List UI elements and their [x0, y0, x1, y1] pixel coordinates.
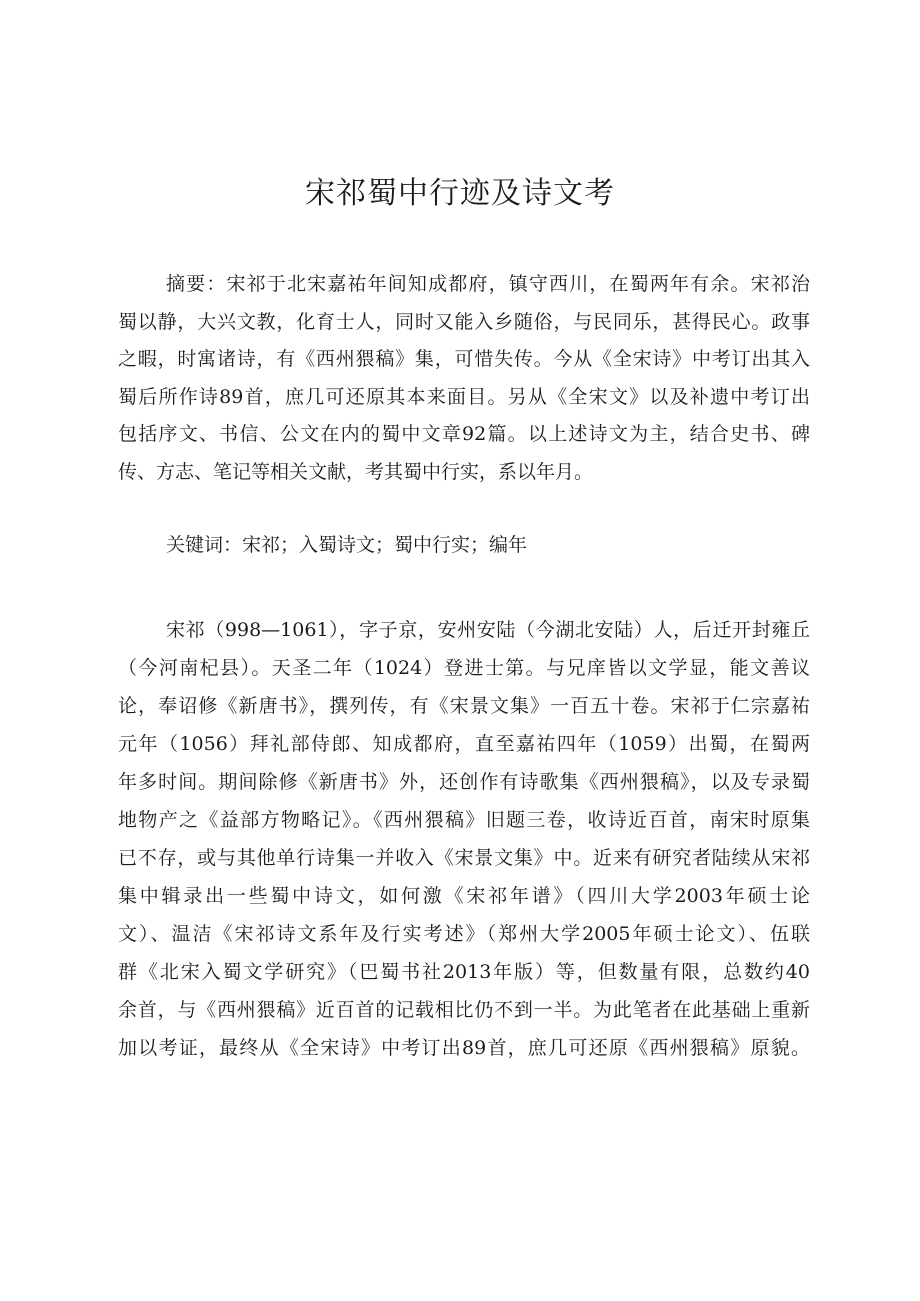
abstract-line: 蜀后所作诗89首，庶几可还原其本来面目。另从《全宋文》以及补遗中考订出 — [118, 386, 810, 408]
abstract-line: 摘要：宋祁于北宋嘉祐年间知成都府，镇守西川，在蜀两年有余。宋祁治 — [166, 273, 810, 295]
body-line: （今河南杞县）。天圣二年（1024）登进士第。与兄庠皆以文学显，能文善议 — [118, 657, 810, 679]
body-line: 文）、温洁《宋祁诗文系年及行实考述》（郑州大学2005年硕士论文）、伍联 — [118, 923, 810, 945]
body-line: 年多时间。期间除修《新唐书》外，还创作有诗歌集《西州猥稿》，以及专录蜀 — [118, 771, 810, 793]
body-line: 加以考证，最终从《全宋诗》中考订出89首，庶几可还原《西州猥稿》原貌。 — [118, 1037, 810, 1059]
body-line: 群《北宋入蜀文学研究》（巴蜀书社2013年版）等，但数量有限，总数约40 — [118, 961, 810, 983]
abstract-line: 之暇，时寓诸诗，有《西州猥稿》集，可惜失传。今从《全宋诗》中考订出其入 — [118, 348, 810, 370]
abstract-line: 传、方志、笔记等相关文献，考其蜀中行实，系以年月。 — [118, 461, 594, 483]
body-line: 已不存，或与其他单行诗集一并收入《宋景文集》中。近来有研究者陆续从宋祁 — [118, 847, 810, 869]
keywords: 关键词：宋祁；入蜀诗文；蜀中行实；编年 — [166, 534, 528, 556]
abstract-line: 包括序文、书信、公文在内的蜀中文章92篇。以上述诗文为主，结合史书、碑 — [118, 423, 810, 445]
body-line: 宋祁（998—1061），字子京，安州安陆（今湖北安陆）人，后迁开封雍丘 — [166, 619, 810, 641]
body-line: 地物产之《益部方物略记》。《西州猥稿》旧题三卷，收诗近百首，南宋时原集 — [118, 809, 810, 831]
body-line: 余首，与《西州猥稿》近百首的记载相比仍不到一半。为此笔者在此基础上重新 — [118, 999, 810, 1021]
body-line: 论，奉诏修《新唐书》，撰列传，有《宋景文集》一百五十卷。宋祁于仁宗嘉祐 — [118, 695, 810, 717]
abstract-line: 蜀以静，大兴文教，化育士人，同时又能入乡随俗，与民同乐，甚得民心。政事 — [118, 311, 810, 333]
body-line: 元年（1056）拜礼部侍郎、知成都府，直至嘉祐四年（1059）出蜀，在蜀两 — [118, 733, 810, 755]
body-line: 集中辑录出一些蜀中诗文，如何激《宋祁年谱》（四川大学2003年硕士论 — [118, 885, 810, 907]
page-title: 宋祁蜀中行迹及诗文考 — [305, 176, 615, 211]
